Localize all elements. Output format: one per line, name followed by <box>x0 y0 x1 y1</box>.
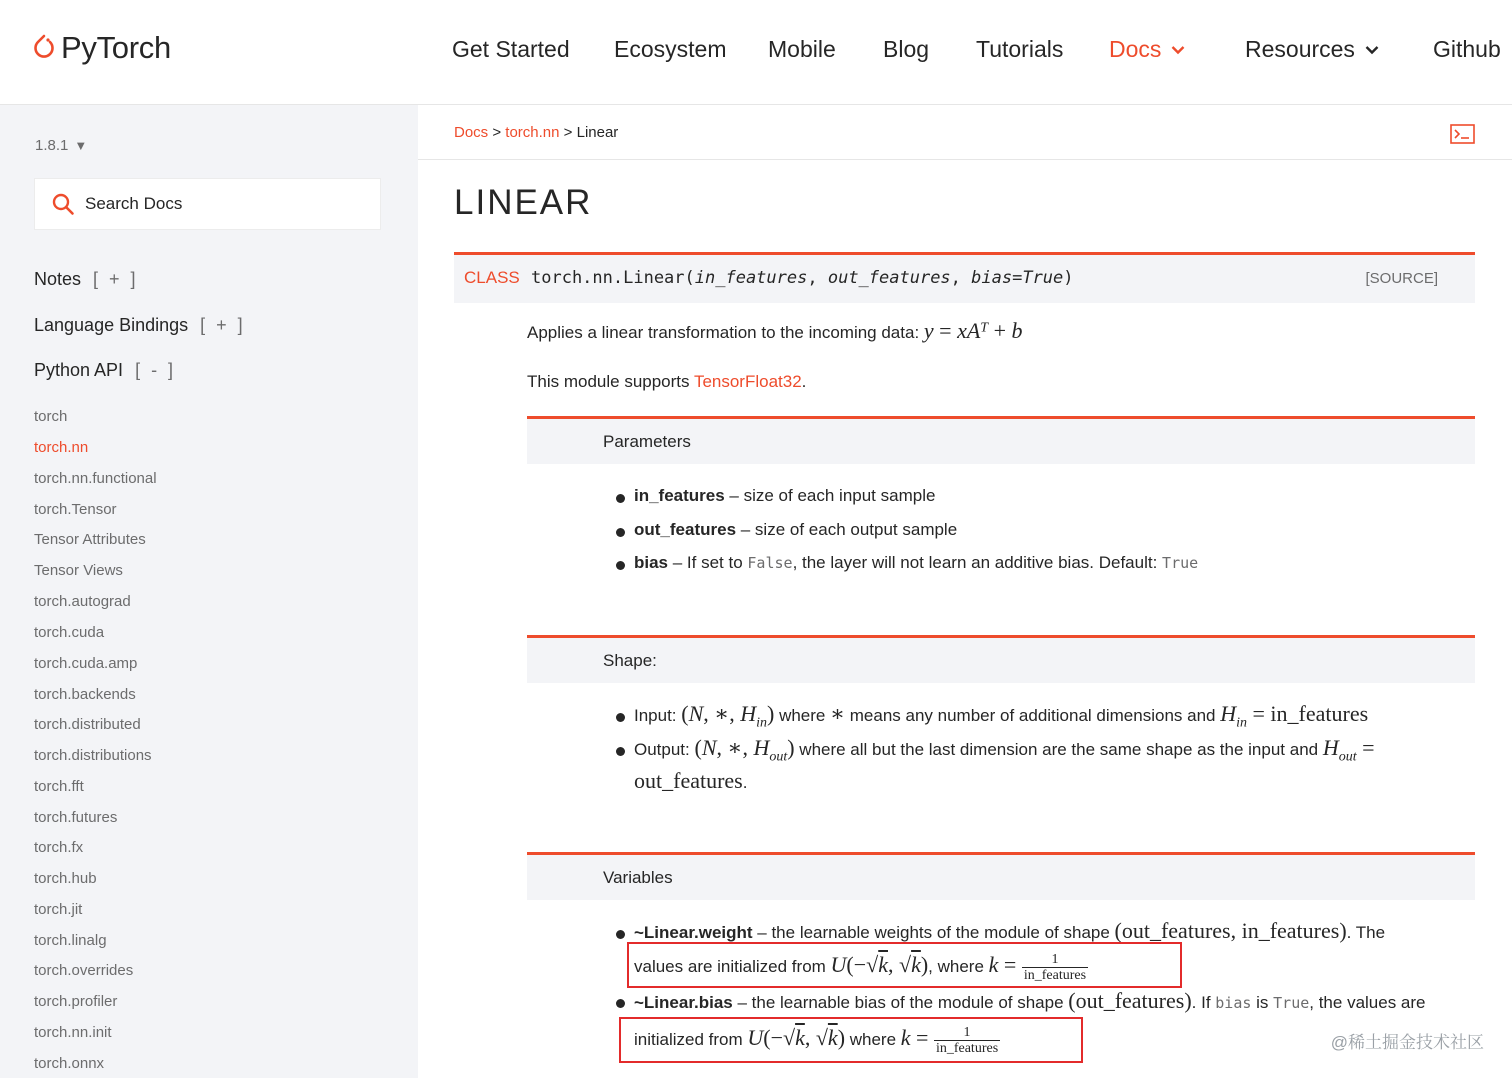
nav-blog[interactable]: Blog <box>883 36 930 62</box>
bullet <box>616 561 625 570</box>
shape-output-cont: out_features. <box>634 768 748 793</box>
parameters-label: Parameters <box>603 432 691 451</box>
param-out-features: out_features – size of each output sample <box>634 520 958 539</box>
param-in-features: in_features – size of each input sample <box>634 486 936 505</box>
collapse-toggle[interactable]: [ - ] <box>135 360 177 380</box>
supports-text: This module supports TensorFloat32. <box>527 372 807 391</box>
bullet <box>616 494 625 503</box>
sidebar-item-torch-nn-functional[interactable]: torch.nn.functional <box>34 470 157 487</box>
tensorfloat32-link[interactable]: TensorFloat32 <box>693 372 802 391</box>
nav-github[interactable]: Github <box>1433 36 1501 62</box>
bullet <box>616 930 625 939</box>
shape-output: Output: (N, ∗, $H_{out}$) where all but the last dimension are the same shape as the input and $H_{out}$ = <box>634 735 1375 765</box>
nav-resources[interactable]: Resources <box>1245 36 1379 63</box>
bullet <box>616 999 625 1008</box>
sidebar-item-torch-linalg[interactable]: torch.linalg <box>34 932 107 949</box>
class-label: CLASS <box>464 268 520 287</box>
main-content <box>418 105 1512 1078</box>
main-nav <box>0 36 1512 70</box>
expand-toggle[interactable]: [ + ] <box>200 315 246 335</box>
sidebar-item-torch-fx[interactable]: torch.fx <box>34 839 84 856</box>
nav-get-started[interactable]: Get Started <box>452 36 570 62</box>
signature-code: torch.nn.Linear(in_features, out_features, bias=True) <box>531 268 1074 288</box>
expand-toggle[interactable]: [ + ] <box>93 269 139 289</box>
sidebar-item-torch-jit[interactable]: torch.jit <box>34 901 83 918</box>
description: Applies a linear transformation to the incoming data: $y = xA^T + b$ <box>527 318 1023 343</box>
sidebar-section-language-bindings[interactable]: Language Bindings [ + ] <box>34 315 246 335</box>
sidebar-item-tensor-attributes[interactable]: Tensor Attributes <box>34 531 146 548</box>
shape-input: Input: (N, ∗, $H_{in}$) where ∗ means any number of additional dimensions and $H_{in}$ = in_features <box>634 701 1369 731</box>
watermark: @稀土掘金技术社区 <box>1330 1033 1484 1052</box>
var-weight-init: values are initialized from U(−√k, √k), where k = $\frac{1}{\text{in\_features}}$ <box>634 952 1087 984</box>
variables-label: Variables <box>603 868 673 887</box>
breadcrumb-docs[interactable]: Docs <box>454 124 489 141</box>
sidebar-item-torch-nn-init[interactable]: torch.nn.init <box>34 1024 112 1041</box>
breadcrumb-separator: > <box>488 124 506 141</box>
sidebar-item-torch-backends[interactable]: torch.backends <box>34 686 136 703</box>
sidebar-item-torch-cuda[interactable]: torch.cuda <box>34 624 105 641</box>
param-bias: bias – If set to False, the layer will not learn an additive bias. Default: True <box>634 553 1199 572</box>
breadcrumb-separator: > <box>559 124 577 141</box>
breadcrumb <box>454 124 618 141</box>
sidebar-section-python-api[interactable]: Python API [ - ] <box>34 360 177 380</box>
nav-docs[interactable]: Docs <box>1109 36 1185 63</box>
sidebar-item-tensor-views[interactable]: Tensor Views <box>34 562 123 579</box>
class-signature <box>454 252 1475 303</box>
chevron-down-icon <box>1171 45 1185 55</box>
parameters-header <box>527 416 1475 464</box>
sidebar-item-torch-nn[interactable]: torch.nn <box>34 439 89 456</box>
sidebar <box>0 105 418 1078</box>
version-selector[interactable] <box>35 137 87 154</box>
sidebar-item-torch-overrides[interactable]: torch.overrides <box>34 962 134 979</box>
sidebar-item-torch[interactable]: torch <box>34 408 68 425</box>
bullet <box>616 747 625 756</box>
caret-down-icon: ▼ <box>74 138 88 153</box>
header-divider <box>418 159 1512 160</box>
sidebar-item-torch-futures[interactable]: torch.futures <box>34 809 118 826</box>
bullet <box>616 713 625 722</box>
terminal-icon[interactable] <box>1450 124 1475 144</box>
sidebar-item-torch-cuda-amp[interactable]: torch.cuda.amp <box>34 655 138 672</box>
var-bias-init: initialized from U(−√k, √k) where k = $\frac{1}{\text{in\_features}}$ <box>634 1025 999 1057</box>
search-icon <box>51 192 75 216</box>
nav-tutorials[interactable]: Tutorials <box>976 36 1064 62</box>
breadcrumb-current: Linear <box>576 124 619 141</box>
logo-text: PyTorch <box>61 30 171 65</box>
page-title: LINEAR <box>454 183 593 222</box>
shape-label: Shape: <box>603 651 657 670</box>
source-link[interactable]: [SOURCE] <box>1365 270 1438 287</box>
sidebar-item-torch-distributed[interactable]: torch.distributed <box>34 716 141 733</box>
variables-header <box>527 852 1475 900</box>
sidebar-item-torch-fft[interactable]: torch.fft <box>34 778 84 795</box>
bullet <box>616 528 625 537</box>
breadcrumb-torch-nn[interactable]: torch.nn <box>505 124 560 141</box>
sidebar-item-torch-autograd[interactable]: torch.autograd <box>34 593 131 610</box>
search-box[interactable] <box>34 178 381 230</box>
fraction: $\frac{1}{\text{in\_features}}$ <box>935 1025 999 1057</box>
version-label: 1.8.1 <box>35 137 69 154</box>
var-bias: ~Linear.bias – the learnable bias of the module of shape (out_features). If bias is True, the values are <box>634 988 1426 1013</box>
sidebar-item-torch-distributions[interactable]: torch.distributions <box>34 747 152 764</box>
nav-ecosystem[interactable]: Ecosystem <box>614 36 727 62</box>
sidebar-item-torch-onnx[interactable]: torch.onnx <box>34 1055 105 1072</box>
sidebar-item-torch-tensor[interactable]: torch.Tensor <box>34 501 117 518</box>
chevron-down-icon <box>1365 45 1379 55</box>
sidebar-item-torch-hub[interactable]: torch.hub <box>34 870 97 887</box>
nav-mobile[interactable]: Mobile <box>768 36 836 62</box>
fraction: $\frac{1}{\text{in\_features}}$ <box>1023 952 1087 984</box>
formula: y <box>923 318 934 343</box>
search-input[interactable] <box>85 194 365 214</box>
sidebar-item-torch-profiler[interactable]: torch.profiler <box>34 993 118 1010</box>
var-weight: ~Linear.weight – the learnable weights of the module of shape (out_features, in_features). The <box>634 918 1386 943</box>
sidebar-section-notes[interactable]: Notes [ + ] <box>34 269 139 289</box>
top-header <box>0 0 1512 105</box>
shape-header <box>527 635 1475 683</box>
